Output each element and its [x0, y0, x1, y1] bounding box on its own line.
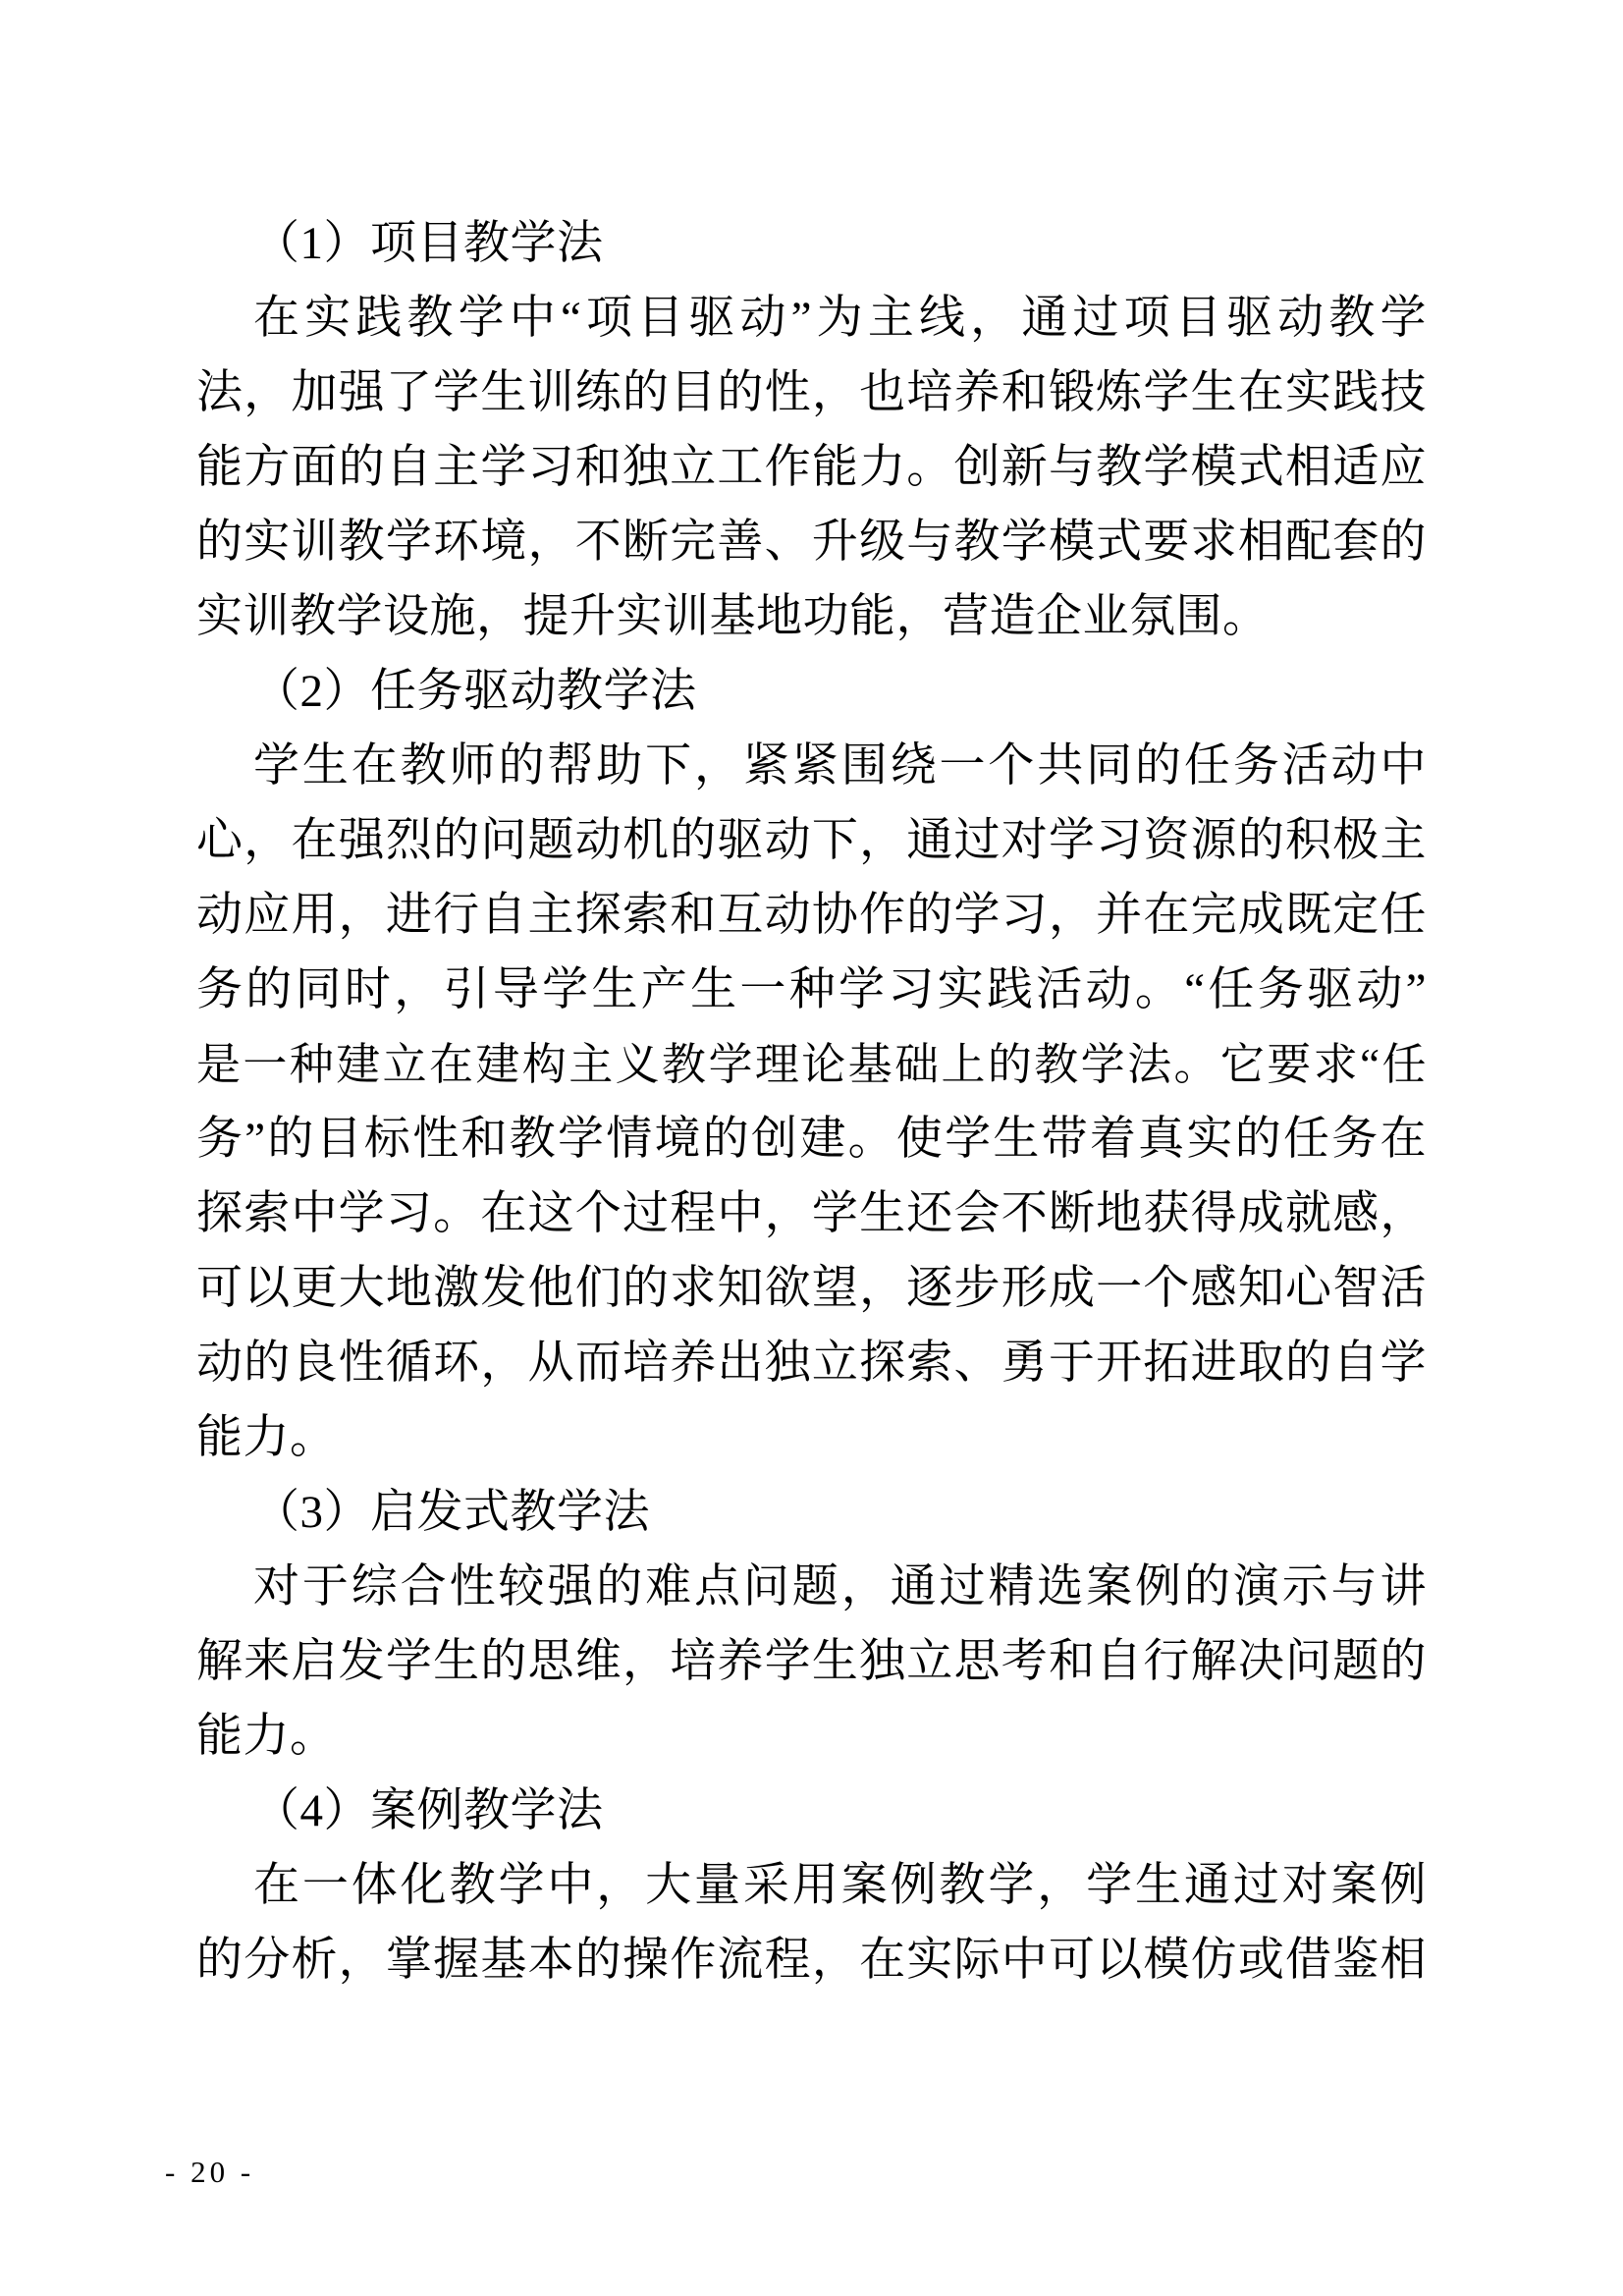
body-line: 务”的目标性和教学情境的创建。使学生带着真实的任务在 [196, 1114, 1427, 1165]
body-line: 的实训教学环境，不断完善、升级与教学模式要求相配套的 [196, 517, 1427, 568]
section-heading: （1）项目教学法 [253, 218, 604, 269]
body-line: 可以更大地激发他们的求知欲望，逐步形成一个感知心智活 [196, 1263, 1427, 1314]
body-line: 在实践教学中“项目驱动”为主线，通过项目驱动教学 [253, 293, 1427, 344]
document-body [196, 206, 1427, 1997]
page-number: - 20 - [165, 2155, 255, 2189]
body-line: 学生在教师的帮助下，紧紧围绕一个共同的任务活动中 [253, 740, 1427, 792]
section-heading: （4）案例教学法 [253, 1785, 604, 1836]
body-line: 对于综合性较强的难点问题，通过精选案例的演示与讲 [253, 1561, 1427, 1613]
body-line: 在一体化教学中，大量采用案例教学，学生通过对案例 [253, 1860, 1427, 1911]
body-line: 是一种建立在建构主义教学理论基础上的教学法。它要求“任 [196, 1040, 1427, 1089]
section-heading: （2）任务驱动教学法 [253, 666, 697, 717]
body-line: 法，加强了学生训练的目的性，也培养和锻炼学生在实践技 [196, 367, 1427, 418]
body-line: 解来启发学生的思维，培养学生独立思考和自行解决问题的 [196, 1636, 1427, 1687]
body-line: 能力。 [196, 1412, 337, 1463]
body-line: 的分析，掌握基本的操作流程，在实际中可以模仿或借鉴相 [196, 1935, 1427, 1986]
body-line: 实训教学设施，提升实训基地功能，营造企业氛围。 [196, 591, 1270, 642]
body-line: 务的同时，引导学生产生一种学习实践活动。“任务驱动” [196, 964, 1427, 1015]
body-line: 能方面的自主学习和独立工作能力。创新与教学模式相适应 [196, 442, 1427, 493]
body-line: 能力。 [196, 1711, 337, 1762]
section-heading: （3）启发式教学法 [253, 1487, 650, 1538]
body-line: 动的良性循环，从而培养出独立探索、勇于开拓进取的自学 [196, 1338, 1427, 1389]
body-line: 动应用，进行自主探索和互动协作的学习，并在完成既定任 [196, 890, 1427, 941]
body-line: 心，在强烈的问题动机的驱动下，通过对学习资源的积极主 [196, 815, 1427, 866]
body-line: 探索中学习。在这个过程中，学生还会不断地获得成就感， [196, 1188, 1427, 1239]
